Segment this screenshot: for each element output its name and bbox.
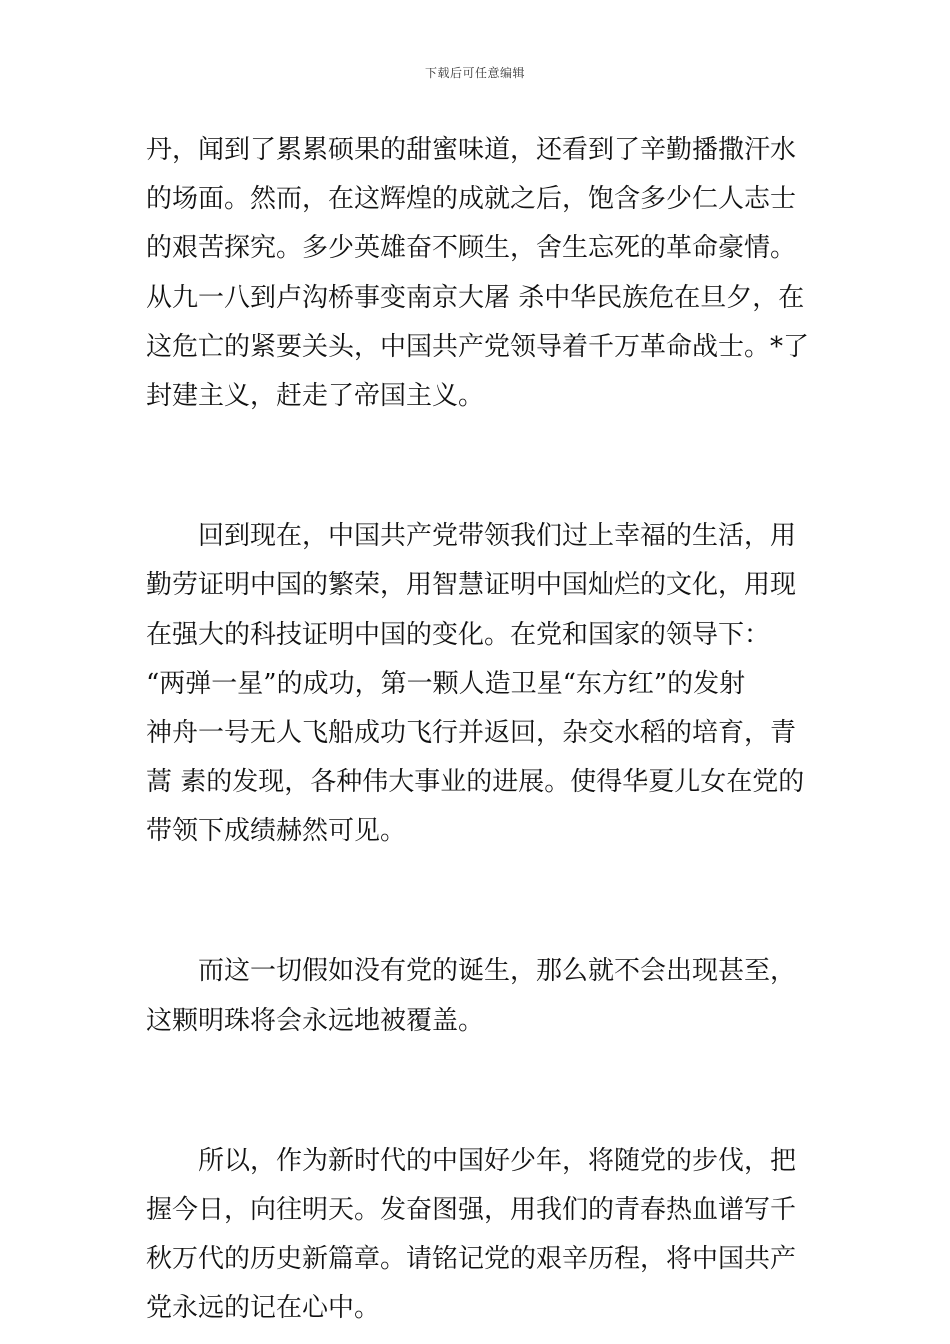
text-line: 丹，闻到了累累硕果的甜蜜味道，还看到了辛勤播撒汗水 [146,135,797,165]
page-header: 下载后可任意编辑 [424,66,525,80]
text-line: 而这一切假如没有党的诞生，那么就不会出现甚至， [198,956,797,987]
text-line: 的场面。然而，在这辉煌的成就之后，饱含多少仁人志士 [146,184,797,215]
text-line: 在强大的科技证明中国的变化。在党和国家的领导下： [146,619,771,650]
text-line: 这颗明珠将会永远地被覆盖。 [146,1005,485,1036]
text-line: 回到现在，中国共产党带领我们过上幸福的生活，用 [198,521,797,552]
paragraph-gap [146,1046,808,1137]
paragraph-4 [146,1137,808,1334]
text-line: 所以，作为新时代的中国好少年，将随党的步伐，把 [198,1145,797,1176]
text-line: 蒿 素的发现，各种伟大事业的进展。使得华夏儿女在党的 [146,767,805,798]
text-line: 带领下成绩赫然可见。 [146,816,407,847]
text-line: 这危亡的紧要关头，中国共产党领导着千万革命战士。*了 [146,331,810,362]
text-line: 神舟一号无人飞船成功飞行并返回，杂交水稻的培育，青 [146,717,797,748]
text-line: 的艰苦探究。多少英雄奋不顾生，舍生忘死的革命豪情。 [146,233,797,264]
text-line: 勤劳证明中国的繁荣，用智慧证明中国灿烂的文化，用现 [146,570,797,601]
paragraph-gap [146,856,808,947]
text-line: 握今日，向往明天。发奋图强，用我们的青春热血谱写千 [146,1195,797,1225]
text-line: “两弹一星”的成功，第一颗人造卫星“东方红”的发射 [146,668,746,699]
text-line: 封建主义，赶走了帝国主义。 [146,380,485,411]
text-line: 从九一八到卢沟桥事变南京大屠 杀中华民族危在旦夕，在 [146,282,805,313]
document-body [146,126,808,1334]
text-line: 党永远的记在心中。 [146,1293,381,1324]
paragraph-1 [146,126,808,421]
paragraph-2 [146,512,808,856]
paragraph-3 [146,947,808,1045]
paragraph-gap [146,421,808,512]
text-line: 秋万代的历史新篇章。请铭记党的艰辛历程，将中国共产 [146,1244,797,1275]
